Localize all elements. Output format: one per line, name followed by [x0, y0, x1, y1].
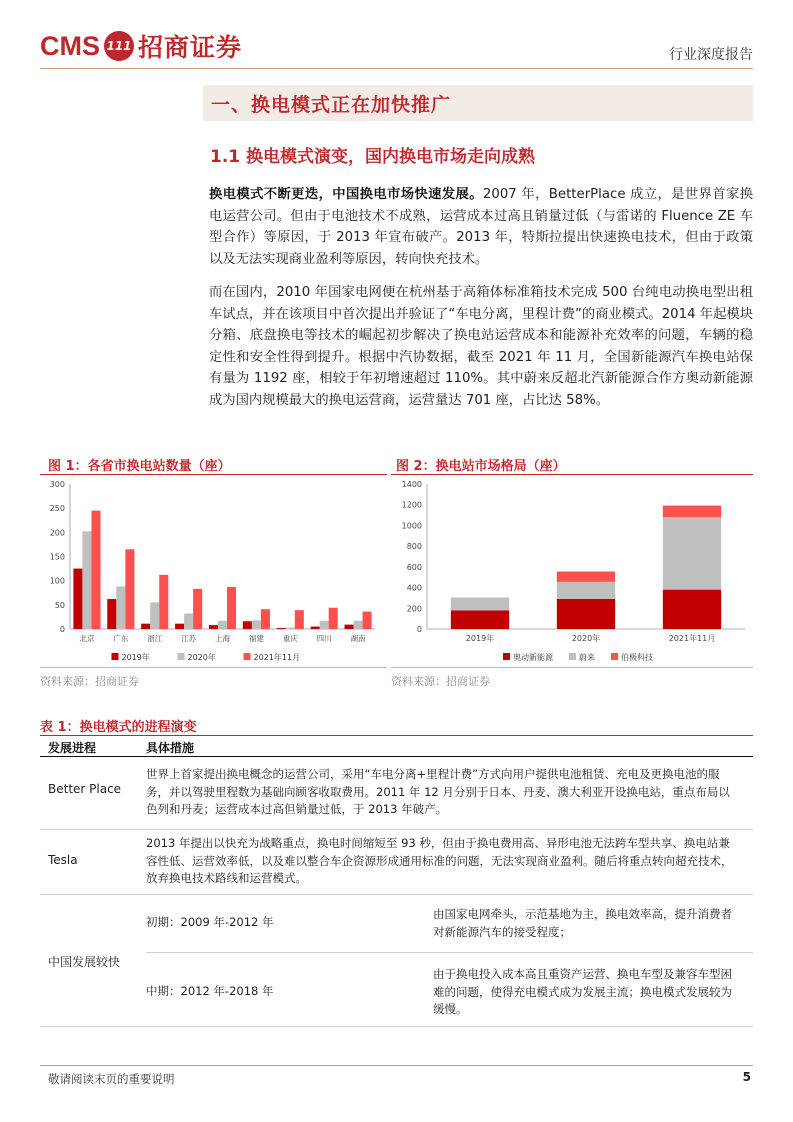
legend-swatch	[503, 653, 510, 660]
figure-1-chart	[40, 478, 387, 666]
bar	[91, 511, 100, 629]
bar	[150, 602, 159, 629]
bar	[311, 627, 320, 629]
x-tick-label: 江苏	[181, 634, 197, 643]
legend-swatch	[178, 653, 185, 660]
bar	[320, 621, 329, 629]
legend-label: 2021年11月	[253, 653, 301, 662]
bar-segment	[451, 597, 509, 610]
bar	[354, 621, 363, 629]
page-number: 5	[742, 1070, 751, 1084]
paragraph-1	[209, 184, 753, 270]
bar	[277, 628, 286, 629]
x-tick-label: 2019年	[465, 634, 495, 643]
x-tick-label: 浙江	[147, 634, 163, 643]
bar-segment	[663, 590, 721, 629]
bar	[73, 569, 82, 629]
x-tick-label: 2020年	[571, 634, 601, 643]
bar	[209, 625, 218, 629]
legend-label: 2020年	[187, 653, 216, 662]
logo-chinese: 招商证券	[138, 33, 243, 62]
x-tick-label: 四川	[316, 634, 332, 643]
bar-segment	[663, 517, 721, 590]
table-row-divider	[40, 894, 753, 895]
table-row-divider	[40, 829, 753, 830]
bar	[193, 589, 202, 629]
legend-label: 奥动新能源	[513, 653, 553, 662]
section-title-band	[203, 85, 753, 121]
table-row-label: Better Place	[48, 782, 122, 796]
bar	[82, 531, 91, 629]
y-tick-label: 1400	[401, 480, 422, 489]
figure-2-title: 图 2：换电站市场格局（座）	[396, 459, 566, 474]
table-header-stage: 发展进程	[48, 741, 97, 755]
legend-label: 2019年	[121, 653, 150, 662]
bar-segment	[663, 506, 721, 517]
subsection-title: 1.1 换电模式演变，国内换电市场走向成熟	[210, 147, 536, 167]
bar	[243, 621, 252, 629]
bar	[116, 586, 125, 629]
bar	[286, 628, 295, 629]
figure-1-source: 资料来源：招商证券	[40, 675, 139, 688]
header-divider	[40, 68, 753, 69]
logo-badge-icon: 111	[104, 31, 134, 61]
bar	[363, 612, 372, 629]
footer-note: 敬请阅读末页的重要说明	[48, 1072, 175, 1086]
table-title: 表 1：换电模式的进程演变	[40, 720, 197, 735]
bar	[107, 599, 116, 629]
y-tick-label: 250	[49, 504, 65, 514]
bar-segment	[557, 582, 615, 599]
table-header-measures: 具体措施	[146, 741, 195, 755]
table-row-label: Tesla	[48, 853, 78, 867]
legend-swatch	[569, 653, 576, 660]
bar	[218, 621, 227, 629]
table-header-rule	[40, 756, 753, 757]
legend-label: 伯极科技	[621, 653, 653, 662]
table-phase-period: 中期：2012 年-2018 年	[146, 984, 274, 998]
table-bottom-rule	[40, 1026, 753, 1027]
table-phase-text: 由国家电网牵头，示范基地为主，换电效率高，提升消费者对新能源汽车的接受程度；	[433, 907, 732, 939]
table-row-text: 世界上首家提出换电概念的运营公司，采用“车电分离+里程计费”方式向用户提供电池租赁、充电及更换电池的服务，并以驾驶里程数为基础向顾客收取费用。2011 年 12 月分别于日本、丹麦、澳大利亚开设换电站，重点布局以色列和丹麦；运营成本过高但销量过低，于 2013 年破产。	[146, 767, 730, 816]
bar	[329, 608, 338, 629]
y-tick-label: 0	[416, 625, 422, 634]
table-top-rule	[40, 735, 753, 736]
x-tick-label: 重庆	[282, 634, 298, 643]
company-logo	[40, 26, 242, 66]
y-tick-label: 600	[406, 562, 422, 572]
bar-segment	[557, 599, 615, 629]
legend-swatch	[611, 653, 618, 660]
bar	[184, 614, 193, 629]
y-tick-label: 1000	[401, 521, 422, 531]
legend-label: 蔚来	[579, 653, 595, 662]
table-row-text: 2013 年提出以快充为战略重点，换电时间缩短至 93 秒，但由于换电费用高、异形电池无法跨车型共享、换电站兼容性低、运营效率低，以及难以整合车企资源形成通用标准的问题，无法实现商业盈利。随后将重点转向超充技术，放弃换电技术路线和运营模式。	[146, 836, 733, 885]
bar	[175, 624, 184, 629]
table-row-label: 中国发展较快	[48, 955, 121, 969]
y-tick-label: 1200	[401, 500, 422, 510]
report-type: 行业深度报告	[669, 47, 753, 63]
x-tick-label: 广东	[113, 634, 129, 643]
bar	[141, 624, 150, 629]
page-header	[40, 26, 753, 72]
section-title: 一、换电模式正在加快推广	[211, 93, 452, 116]
x-tick-label: 福建	[248, 634, 264, 643]
x-tick-label: 北京	[79, 634, 95, 643]
bar	[261, 609, 270, 629]
x-tick-label: 湖南	[350, 634, 366, 643]
table-phase-text: 由于换电投入成本高且重资产运营、换电车型及兼容车型困难的问题，使得充电模式成为发展主流；换电模式发展较为缓慢。	[433, 967, 732, 1016]
x-tick-label: 2021年11月	[668, 634, 716, 643]
y-tick-label: 100	[49, 576, 65, 586]
y-tick-label: 400	[406, 583, 422, 593]
figure-2-source-rule	[391, 667, 753, 668]
footer-divider	[40, 1065, 753, 1066]
paragraph-1-lead: 换电模式不断更迭，中国换电市场快速发展。	[209, 187, 483, 202]
figure-1-source-rule	[40, 667, 387, 668]
bar	[295, 610, 304, 629]
y-tick-label: 300	[49, 480, 65, 489]
figure-2-rule	[391, 474, 753, 475]
paragraph-2: 而在国内，2010 年国家电网便在杭州基于高箱体标准箱技术完成 500 台纯电动换电型出租车试点，并在该项目中首次提出并验证了“车电分离，里程计费”的商业模式。2014 年起模块分箱、底盘换电等技术的崛起初步解决了换电站运营成本和能源补充效率的问题，车辆的稳定性和安全性得到提升。根据中汽协数据，截至 2021 年 11 月，全国新能源汽车换电站保有量为 1192 座，相较于年初增速超过 110%。其中蔚来反超北汽新能源合作方奥动新能源成为国内规模最大的换电运营商，运营量达 701 座，占比达 58%。	[209, 285, 753, 408]
logo-latin: CMS	[40, 30, 100, 61]
table-phase-divider	[146, 952, 753, 953]
y-tick-label: 50	[54, 600, 65, 610]
figure-2-chart	[391, 478, 753, 666]
bar	[125, 549, 134, 629]
y-tick-label: 200	[406, 604, 422, 614]
legend-swatch	[244, 653, 251, 660]
y-tick-label: 800	[406, 542, 422, 552]
table-phase-period: 初期：2009 年-2012 年	[146, 915, 274, 929]
bar-segment	[557, 572, 615, 582]
x-tick-label: 上海	[215, 634, 230, 643]
paragraph-1-body: 2007 年，BetterPlace 成立，是世界首家换电运营公司。但由于电池技术不成熟，运营成本过高且销量过低（与雷诺的 Fluence ZE 车型合作）等原因，于 2013 年宣布破产。2013 年，特斯拉提出快速换电技术，但由于政策以及无法实现商业盈利等原因，转向快充技术。	[209, 187, 753, 267]
legend-swatch	[112, 653, 119, 660]
figure-2-source: 资料来源：招商证券	[391, 675, 490, 688]
bar-segment	[451, 610, 509, 629]
figure-1-rule	[40, 474, 387, 475]
y-tick-label: 200	[49, 528, 65, 538]
bar	[227, 587, 236, 629]
y-tick-label: 0	[59, 625, 65, 634]
bar	[159, 575, 168, 629]
figure-1-title: 图 1：各省市换电站数量（座）	[48, 459, 231, 474]
bar	[345, 625, 354, 629]
bar	[252, 620, 261, 629]
y-tick-label: 150	[49, 552, 65, 562]
